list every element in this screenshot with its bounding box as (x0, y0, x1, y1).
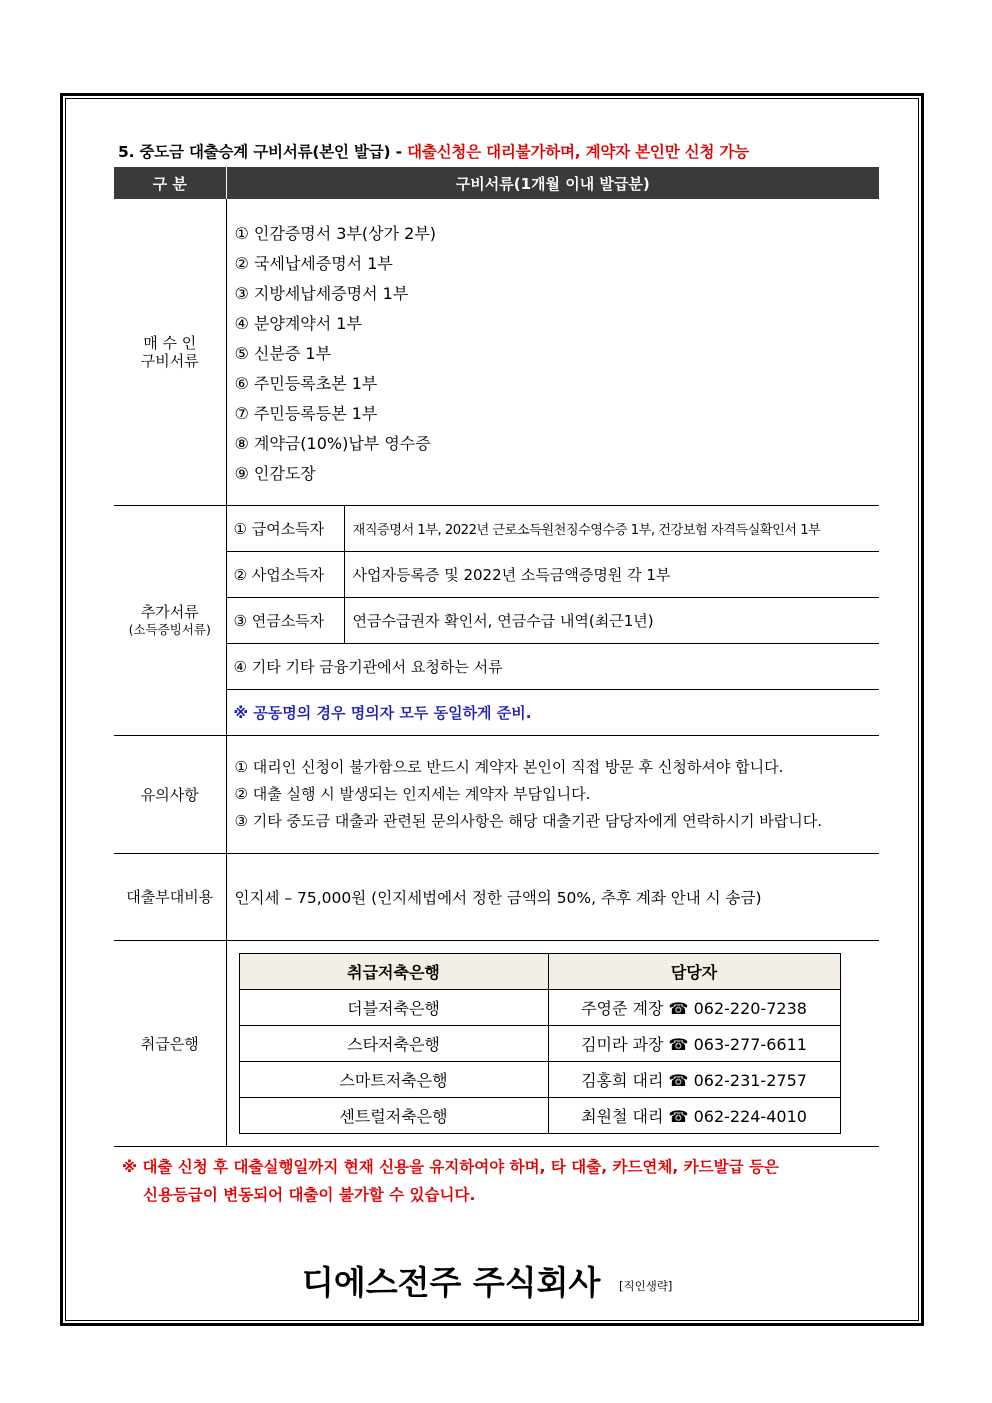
banks-label: 취급은행 (114, 941, 226, 1147)
contact-person: 주영준 계장 (581, 999, 664, 1018)
extra-row (114, 506, 879, 736)
phone-icon: ☎ (668, 999, 689, 1018)
caution-label: 유의사항 (114, 736, 226, 854)
company-name: 디에스전주 주식회사 (302, 1263, 601, 1302)
warning-line2: 신용등급이 변동되어 대출이 불가할 수 있습니다. (143, 1186, 476, 1204)
list-item: ③ 기타 중도금 대출과 관련된 문의사항은 해당 대출기관 담당자에게 연락하시기 바랍니다. (234, 812, 823, 830)
fee-label: 대출부대비용 (114, 854, 226, 941)
header-documents: 구비서류(1개월 이내 발급분) (226, 167, 879, 199)
bank-name: 스타저축은행 (239, 1026, 548, 1062)
buyer-row (114, 199, 879, 506)
bank-name: 더블저축은행 (239, 990, 548, 1026)
phone-icon: ☎ (668, 1107, 689, 1126)
section-heading (118, 140, 749, 162)
bank-contact (548, 1026, 840, 1062)
contact-person: 김미라 과장 (581, 1035, 664, 1054)
list-item: ⑧ 계약금(10%)납부 영수증 (234, 434, 431, 453)
extra-label-line1: 추가서류 (140, 602, 199, 621)
caution-list (226, 736, 879, 854)
seal-omitted-note: [직인생략] (619, 1279, 673, 1293)
contact-phone: 062-231-2757 (693, 1071, 807, 1090)
income-docs-table (227, 506, 880, 735)
income-type: ③ 연금소득자 (227, 598, 345, 644)
list-item: ① 대리인 신청이 불가함으로 반드시 계약자 본인이 직접 방문 후 신청하셔야 합니다. (234, 758, 784, 776)
income-docs: 재직증명서 1부, 2022년 근로소득원천징수영수증 1부, 건강보험 자격득실확인서 1부 (344, 506, 879, 552)
extra-docs-cell (226, 506, 879, 736)
list-item: ② 국세납세증명서 1부 (234, 254, 393, 273)
buyer-label-line2: 구비서류 (140, 352, 199, 370)
table-row (239, 990, 840, 1026)
table-row (227, 690, 880, 736)
list-item: ⑦ 주민등록등본 1부 (234, 404, 378, 423)
list-item: ① 인감증명서 3부(상가 2부) (234, 224, 437, 243)
table-row (239, 1026, 840, 1062)
contact-phone: 062-220-7238 (693, 999, 807, 1018)
income-type: ② 사업소득자 (227, 552, 345, 598)
heading-warning: 대출신청은 대리불가하며, 계약자 본인만 신청 가능 (407, 143, 749, 161)
bank-col-header: 취급저축은행 (239, 954, 548, 990)
banks-row (114, 941, 879, 1147)
header-category: 구 분 (114, 167, 226, 199)
bank-contacts-table (239, 953, 841, 1134)
contact-phone: 062-224-4010 (693, 1107, 807, 1126)
list-item: ⑤ 신분증 1부 (234, 344, 332, 363)
contact-col-header: 담당자 (548, 954, 840, 990)
bank-contact (548, 1098, 840, 1134)
other-docs: ④ 기타 기타 금융기관에서 요청하는 서류 (227, 644, 880, 690)
list-item: ⑥ 주민등록초본 1부 (234, 374, 378, 393)
buyer-doc-list (226, 199, 879, 506)
joint-owner-note: ※ 공동명의 경우 명의자 모두 동일하게 준비. (233, 704, 532, 722)
list-item: ② 대출 실행 시 발생되는 인지세는 계약자 부담입니다. (234, 785, 591, 803)
list-item: ④ 분양계약서 1부 (234, 314, 362, 333)
buyer-label-line1: 매 수 인 (143, 334, 197, 352)
caution-row (114, 736, 879, 854)
table-row (227, 644, 880, 690)
table-header-row (114, 167, 879, 199)
income-docs: 연금수급권자 확인서, 연금수급 내역(최근1년) (344, 598, 879, 644)
table-row (227, 598, 880, 644)
list-item: ③ 지방세납세증명서 1부 (234, 284, 409, 303)
bank-contact (548, 1062, 840, 1098)
list-item: ⑨ 인감도장 (234, 464, 316, 483)
documents-table (114, 167, 879, 1147)
table-row (239, 1062, 840, 1098)
credit-warning (122, 1153, 779, 1209)
contact-person: 최원철 대리 (581, 1107, 664, 1126)
contact-person: 김홍희 대리 (581, 1071, 664, 1090)
contact-phone: 063-277-6611 (693, 1035, 807, 1054)
table-row (227, 506, 880, 552)
bank-name: 센트럴저축은행 (239, 1098, 548, 1134)
fee-text: 인지세 – 75,000원 (인지세법에서 정한 금액의 50%, 추후 계좌 안내 시 송금) (226, 854, 879, 941)
phone-icon: ☎ (668, 1071, 689, 1090)
warning-line1: ※ 대출 신청 후 대출실행일까지 현재 신용을 유지하여야 하며, 타 대출, 카드연체, 카드발급 등은 (122, 1158, 779, 1176)
income-docs: 사업자등록증 및 2022년 소득금액증명원 각 1부 (344, 552, 879, 598)
buyer-label (114, 199, 226, 506)
extra-label-line2: (소득증빙서류) (128, 621, 211, 637)
bank-name: 스마트저축은행 (239, 1062, 548, 1098)
bank-header-row (239, 954, 840, 990)
phone-icon: ☎ (668, 1035, 689, 1054)
extra-label (114, 506, 226, 736)
income-type: ① 급여소득자 (227, 506, 345, 552)
banks-cell (226, 941, 879, 1147)
table-row (227, 552, 880, 598)
bank-contact (548, 990, 840, 1026)
fee-row (114, 854, 879, 941)
heading-prefix: 5. 중도금 대출승계 구비서류(본인 발급) - (118, 143, 408, 161)
table-row (239, 1098, 840, 1134)
